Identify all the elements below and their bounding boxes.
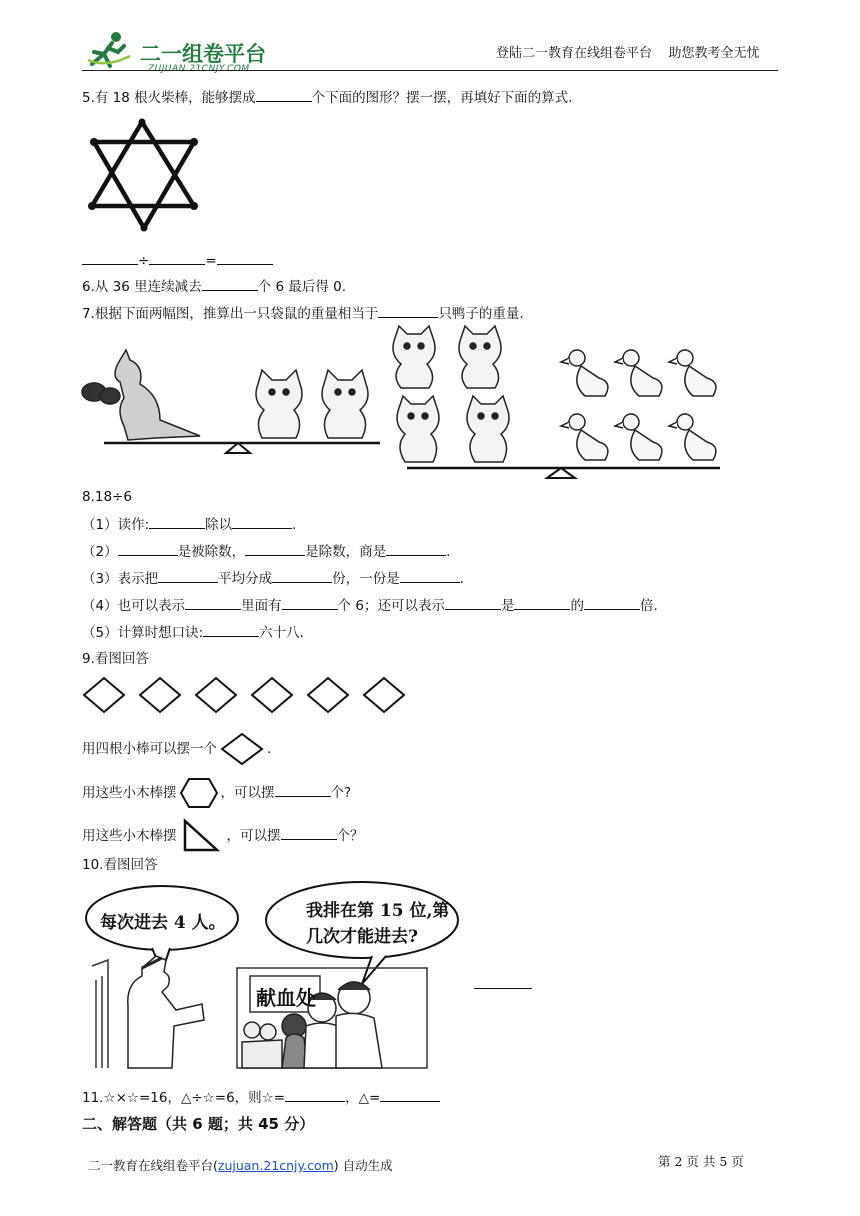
speech-bubble-left: 每次进去 4 人。 (100, 913, 226, 933)
question-5: 5.有 18 根火柴棒，能够摆成 个下面的图形？摆一摆，再填好下面的算式. (82, 87, 572, 107)
question-8-line-4: （4）也可以表示 里面有 个 6；还可以表示 是 的 倍. (82, 595, 658, 615)
answer-blank[interactable] (232, 514, 292, 529)
duck-icon (615, 350, 662, 396)
answer-blank[interactable] (149, 514, 205, 529)
answer-blank[interactable] (281, 825, 337, 840)
kangaroo-icon (82, 350, 200, 440)
question-7: 7.根据下面两幅图，推算出一只袋鼠的重量相当于 只鸭子的重量. (82, 303, 524, 323)
header-divider (82, 70, 778, 71)
page-number: 第 2 页 共 5 页 (658, 1154, 744, 1169)
question-8-line-5: （5）计算时想口诀: 六十八. (82, 622, 304, 642)
blood-donation-illustration (82, 880, 462, 1070)
answer-blank[interactable] (185, 595, 241, 610)
balance-cats-ducks-image (385, 322, 730, 482)
answer-blank[interactable] (149, 250, 205, 265)
question-10-title: 10.看图回答 (82, 857, 158, 873)
duck-icon (669, 350, 716, 396)
cat-icon (467, 396, 509, 462)
answer-blank[interactable] (202, 276, 258, 291)
cat-icon (393, 326, 435, 388)
header (0, 0, 860, 72)
answer-blank[interactable] (275, 782, 331, 797)
answer-blank[interactable] (400, 568, 460, 583)
question-5-formula: ÷ = (82, 250, 273, 270)
answer-blank[interactable] (82, 250, 138, 265)
answer-blank[interactable] (203, 622, 259, 637)
question-8-line-2: （2） 是被除数， 是除数，商是 . (82, 541, 450, 561)
cat-icon (322, 370, 368, 438)
question-9-title: 9.看图回答 (82, 651, 149, 667)
answer-blank[interactable] (282, 595, 338, 610)
header-slogan-1: 登陆二一教育在线组卷平台 (496, 46, 653, 61)
balance-kangaroo-cats-image (80, 340, 390, 460)
header-right-text (496, 42, 760, 61)
answer-blank[interactable] (245, 541, 305, 556)
question-6: 6.从 36 里连续减去 个 6 最后得 0. (82, 276, 346, 296)
speech-bubble-right-line-1: 我排在第 15 位,第 (306, 901, 450, 921)
logo-text: 二一组卷平台 (140, 42, 266, 66)
duck-icon (669, 414, 716, 460)
question-9-line-3: 用这些小木棒摆 ，可以摆 个？ (82, 818, 364, 854)
right-triangle-icon (181, 818, 221, 854)
answer-blank[interactable] (474, 974, 532, 989)
answer-blank[interactable] (118, 541, 178, 556)
question-8-line-3: （3）表示把 平均分成 份，一份是 . (82, 568, 464, 588)
answer-blank[interactable] (217, 250, 273, 265)
answer-blank[interactable] (158, 568, 218, 583)
footer-link[interactable]: zujuan.21cnjy.com (217, 1158, 334, 1173)
cat-icon (256, 370, 302, 438)
header-slogan-2: 助您教考全无忧 (668, 46, 760, 61)
duck-icon (561, 414, 608, 460)
answer-blank[interactable] (380, 1087, 440, 1102)
rhombus-icon (219, 732, 265, 766)
answer-blank[interactable] (272, 568, 332, 583)
matchstick-star-figure (84, 118, 200, 234)
nurse-figure (128, 956, 204, 1068)
answer-blank[interactable] (285, 1087, 345, 1102)
duck-icon (615, 414, 662, 460)
hexagon-icon (179, 776, 219, 810)
question-8-line-1: （1）读作: 除以 . (82, 514, 296, 534)
rhombus-row-image (82, 676, 410, 714)
answer-blank[interactable] (386, 541, 446, 556)
section-2-title: 二、解答题（共 6 题；共 45 分） (82, 1115, 315, 1133)
answer-blank[interactable] (514, 595, 570, 610)
question-9-line-1: 用四根小棒可以摆一个 . (82, 732, 271, 766)
logo-subtitle: ZUJUAN.21CNJY.COM (148, 64, 250, 74)
footer-source: 二一教育在线组卷平台(zujuan.21cnjy.com) 自动生成 (88, 1158, 393, 1173)
answer-blank[interactable] (445, 595, 501, 610)
cat-icon (459, 326, 501, 388)
question-9-line-2: 用这些小木棒摆 ，可以摆 个? (82, 776, 351, 810)
duck-icon (561, 350, 608, 396)
question-8-title: 8.18÷6 (82, 489, 132, 505)
cat-icon (397, 396, 439, 462)
logo-runner-icon (86, 30, 132, 68)
answer-blank[interactable] (378, 303, 438, 318)
question-11: 11.☆×☆=16，△÷☆=6，则☆= ，△= (82, 1087, 440, 1107)
blood-donation-sign: 献血处 (256, 986, 316, 1010)
speech-bubble-right-line-2: 几次才能进去? (306, 927, 418, 947)
answer-blank[interactable] (584, 595, 640, 610)
answer-blank[interactable] (256, 87, 312, 102)
